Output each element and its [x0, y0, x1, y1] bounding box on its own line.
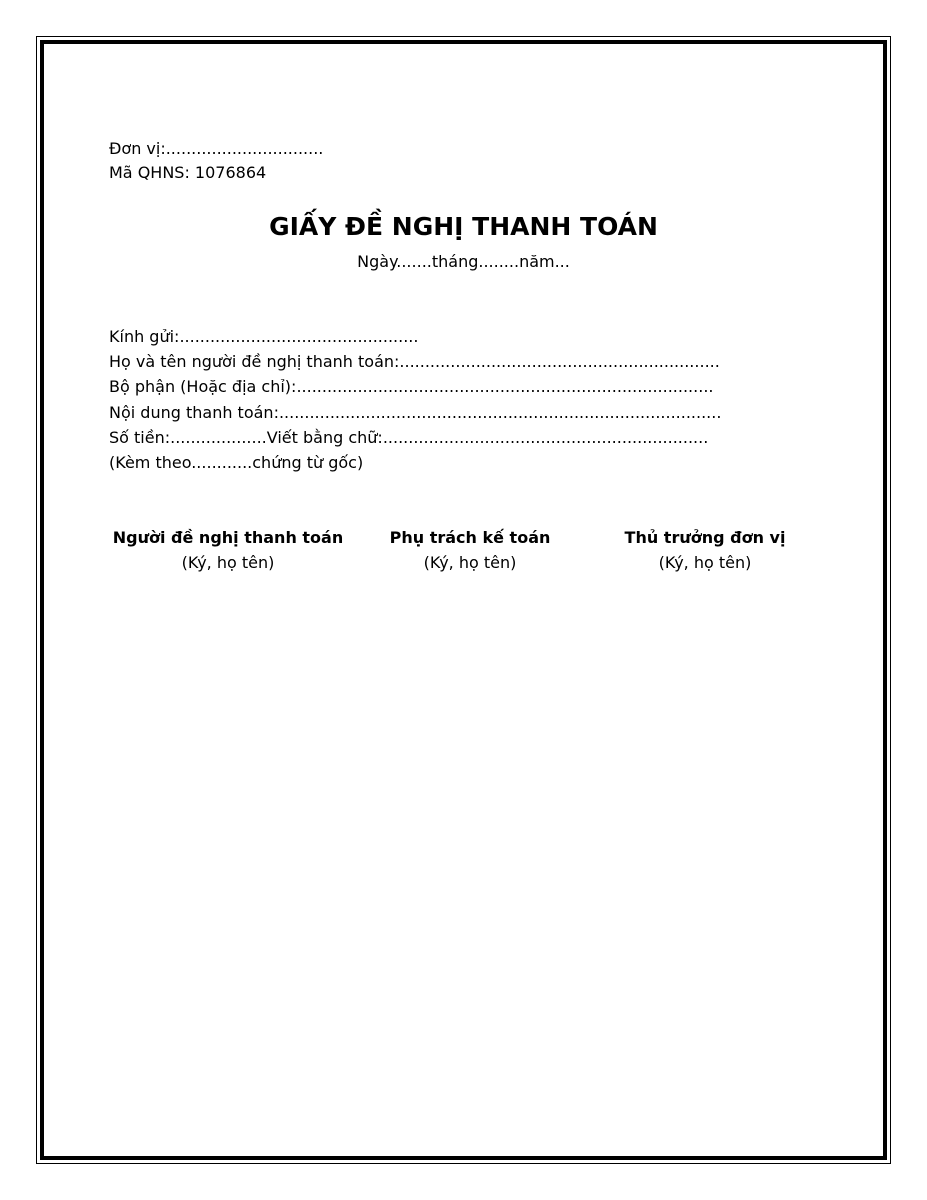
signature-note: (Ký, họ tên)	[658, 553, 752, 572]
budget-code-line: Mã QHNS: 1076864	[109, 163, 267, 182]
signature-title: Phụ trách kế toán	[389, 528, 551, 547]
department-field: Bộ phận (Hoặc địa chỉ):..................................................................................	[109, 377, 714, 396]
payment-content-field: Nội dung thanh toán:.......................................................................................	[109, 403, 722, 422]
requester-name-field: Họ và tên người đề nghị thanh toán:...............................................................	[109, 352, 720, 371]
signature-note: (Ký, họ tên)	[423, 553, 517, 572]
signature-block-accountant	[380, 528, 560, 573]
document-title: GIẤY ĐỀ NGHỊ THANH TOÁN	[269, 212, 658, 241]
signature-block-requester	[110, 528, 346, 573]
signature-block-head	[615, 528, 795, 573]
attachments-field: (Kèm theo............chứng từ gốc)	[109, 453, 364, 472]
unit-line: Đơn vị:...............................	[109, 139, 324, 158]
recipient-field: Kính gửi:...............................................	[109, 327, 419, 346]
date-line: Ngày.......tháng........năm...	[357, 252, 570, 271]
amount-field: Số tiền:...................Viết bằng chữ:................................................................	[109, 428, 709, 447]
signature-title: Người đề nghị thanh toán	[112, 528, 344, 547]
signature-title: Thủ trưởng đơn vị	[624, 528, 786, 547]
signature-note: (Ký, họ tên)	[181, 553, 275, 572]
page-border-inner	[40, 40, 887, 1160]
